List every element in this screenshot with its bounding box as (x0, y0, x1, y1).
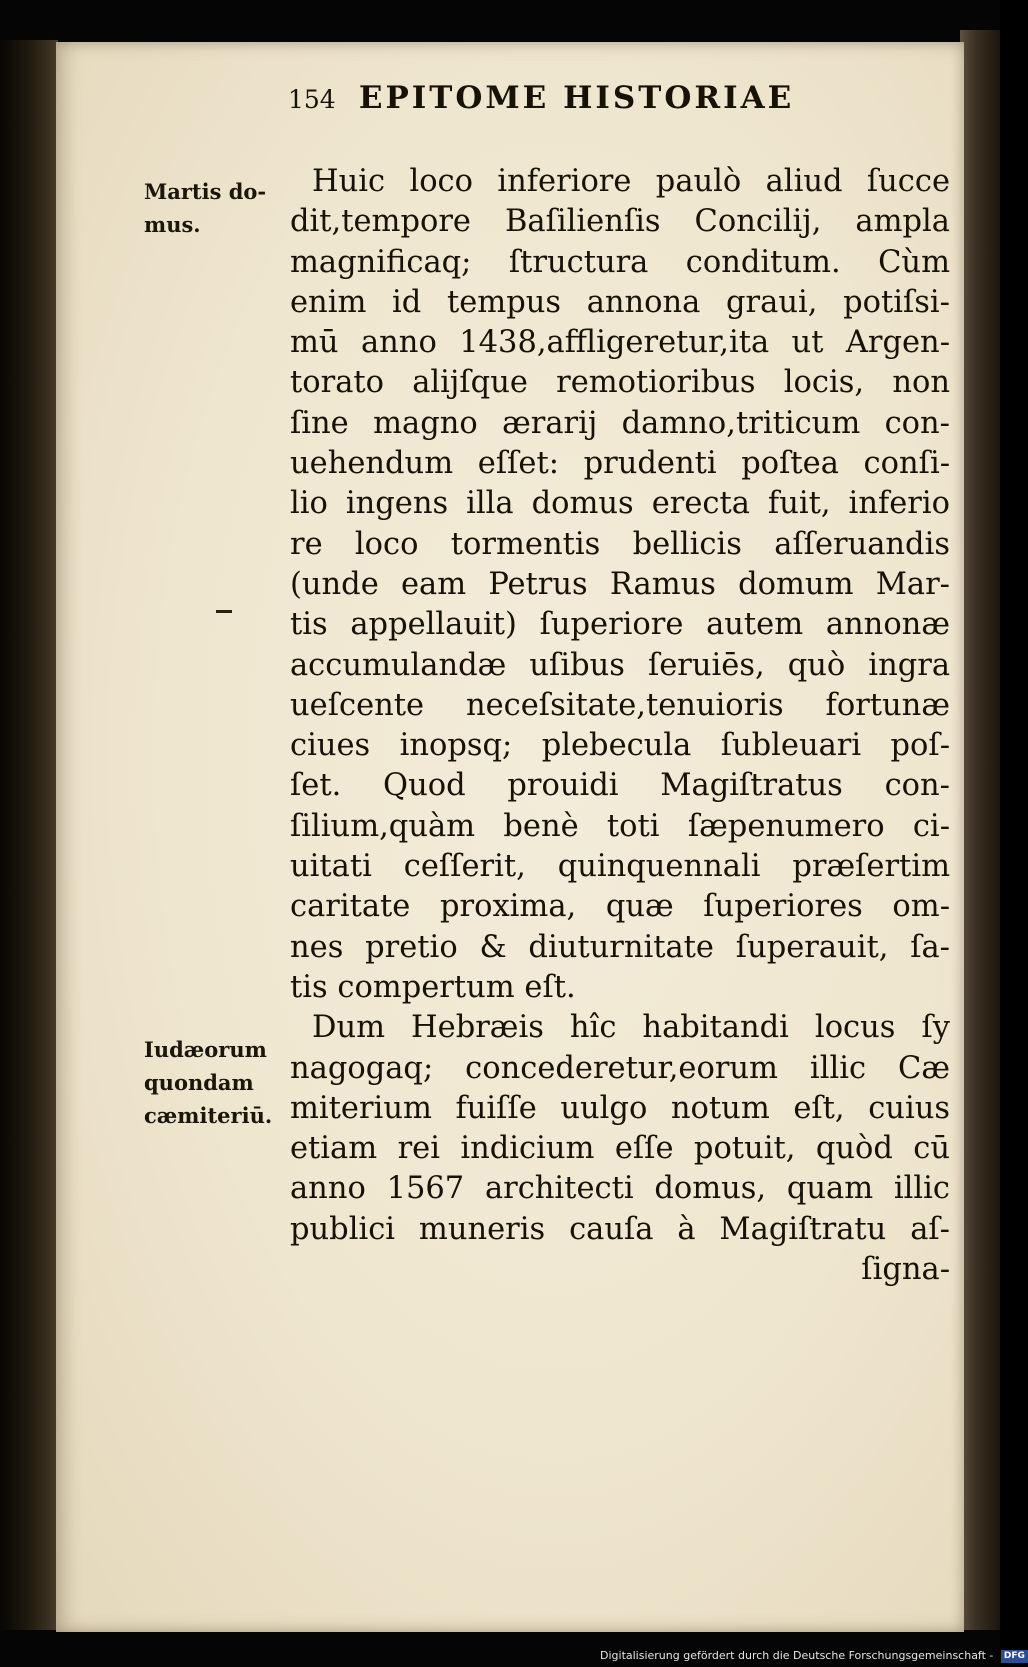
text-line: caritate proxima, quæ ſuperiores om- (290, 889, 950, 925)
digitization-credit (600, 1648, 1025, 1664)
text-line: magnificaq; ſtructura conditum. Cùm (290, 244, 950, 280)
text-line: Dum Hebræis hîc habitandi locus ſy (312, 1010, 950, 1046)
text-line: nes pretio & diuturnitate ſuperauit, ſa- (290, 929, 950, 965)
page-block-edge (960, 30, 1000, 1630)
dfg-logo: DFG (1001, 1650, 1028, 1663)
text-line: tis appellauit) ſuperiore autem annonæ (290, 607, 950, 643)
text-line: mū anno 1438,affligeretur,ita ut Argen- (290, 325, 950, 361)
text-line: tis compertum eſt. (290, 969, 576, 1005)
text-line: ſine magno ærarij damno,triticum con- (290, 405, 950, 441)
text-line: lio ingens illa domus erecta fuit, inferio (290, 486, 950, 522)
text-line: Huic loco inferiore paulò aliud ſucce (312, 164, 950, 199)
credit-text: Digitalisierung gefördert durch die Deutsche Forschungsgemeinschaft - (600, 1649, 994, 1662)
marginal-note (144, 1033, 294, 1132)
text-line: ſet. Quod prouidi Magiſtratus con- (290, 768, 950, 804)
text-line: publici muneris cauſa à Magiſtratu aſ- (290, 1211, 950, 1247)
running-head (288, 80, 868, 132)
paragraph-1 (290, 162, 950, 1008)
page-number: 154 (288, 85, 336, 114)
header-title: EPITOME HISTORIAE (358, 80, 795, 116)
margin-mark (216, 610, 232, 613)
text-line: etiam rei indicium eſſe potuit, quòd cū (290, 1131, 950, 1167)
text-line: dit,tempore Baſilienſis Concilij, ampla (290, 204, 950, 240)
marginal-note-line: quondam (144, 1070, 254, 1095)
marginal-note (144, 175, 294, 241)
text-line: ueſcente neceſsitate,tenuioris fortunæ (290, 687, 950, 723)
text-line: uehendum eſſet: prudenti poſtea conſi- (290, 446, 950, 482)
text-line: miterium fuiſſe uulgo notum eſt, cuius (290, 1090, 950, 1126)
marginal-note-line: Martis do- (144, 179, 267, 204)
marginal-note-line: cæmiteriū. (144, 1103, 273, 1128)
marginal-note-line: mus. (144, 212, 201, 237)
book-binding-edge (0, 40, 58, 1630)
catchword: ſigna- (861, 1252, 950, 1288)
text-line: nagogaq; concederetur,eorum illic Cæ (290, 1050, 950, 1086)
text-line: enim id tempus annona graui, potiſsi- (290, 284, 950, 320)
text-line: ciues inopsq; plebecula ſubleuari poſ- (290, 728, 950, 764)
text-line: (unde eam Petrus Ramus domum Mar- (290, 566, 950, 602)
text-line: ſilium,quàm benè toti ſæpenumero ci- (290, 808, 950, 844)
marginal-note-line: Iudæorum (144, 1037, 267, 1062)
text-line: re loco tormentis bellicis aſſeruandis (290, 526, 950, 562)
body-text (290, 162, 950, 1290)
text-line: anno 1567 architecti domus, quam illic (290, 1171, 950, 1207)
paragraph-2 (290, 1008, 950, 1250)
text-line: uitati ceſſerit, quinquennali præſertim (290, 849, 950, 885)
text-line: torato alijſque remotioribus locis, non (290, 365, 950, 401)
text-line: accumulandæ uſibus ſeruiēs, quò ingra (290, 647, 950, 683)
